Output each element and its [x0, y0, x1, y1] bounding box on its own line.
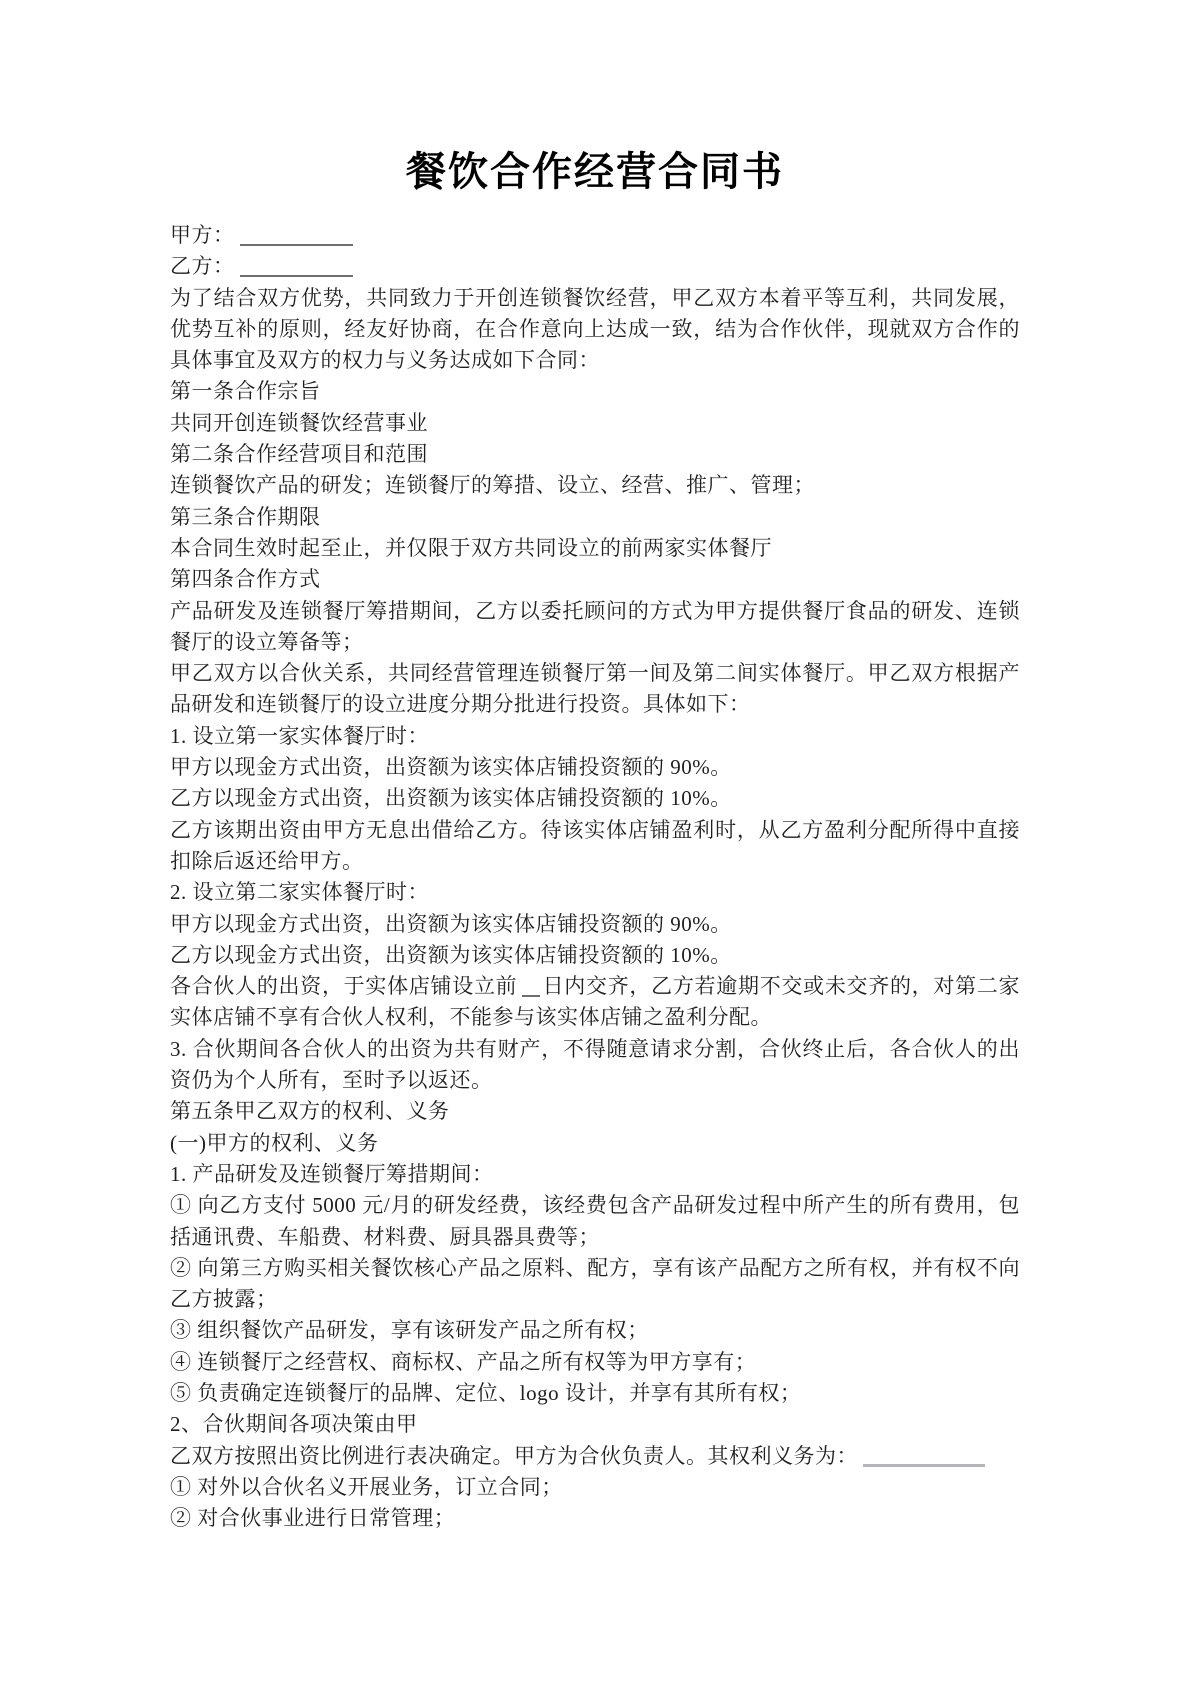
paragraph [170, 1096, 1020, 1127]
paragraph-text: 日内交齐，乙方若逾期不交或未交齐的，对第二家实体店铺不享有合伙人权利，不能参与该实体店铺之盈利分配。 [170, 974, 1021, 1030]
paragraph-text: 甲方以现金方式出资，出资额为该实体店铺投资额的 90%。 [170, 911, 732, 936]
paragraph [170, 658, 1020, 721]
paragraph [170, 376, 1020, 407]
paragraph [170, 470, 1020, 501]
paragraph [170, 439, 1020, 470]
paragraph [170, 909, 1020, 940]
paragraph-text: 乙方该期出资由甲方无息出借给乙方。待该实体店铺盈利时，从乙方盈利分配所得中直接扣除后返还给甲方。 [170, 817, 1020, 873]
paragraph-text: ① 向乙方支付 5000 元/月的研发经费，该经费包含产品研发过程中所产生的所有费用，包括通讯费、车船费、材料费、厨具器具费等； [170, 1193, 1020, 1249]
paragraph-text: 甲方以现金方式出资，出资额为该实体店铺投资额的 90%。 [170, 755, 732, 780]
paragraph-text: 甲方： [170, 223, 235, 247]
paragraph [170, 1034, 1020, 1097]
paragraph [170, 1159, 1020, 1190]
paragraph-text: (一)甲方的权利、义务 [170, 1130, 379, 1155]
paragraph [170, 596, 1020, 659]
paragraph-text: 第三条合作期限 [170, 504, 321, 529]
paragraph-text: 连锁餐饮产品的研发；连锁餐厅的筹措、设立、经营、推广、管理； [170, 473, 815, 498]
fill-in-blank-line [240, 240, 353, 246]
paragraph-text: 乙双方按照出资比例进行表决确定。甲方为合伙负责人。其权利义务为： [170, 1443, 858, 1468]
paragraph [170, 251, 1020, 282]
paragraph-text: 本合同生效时起至止，并仅限于双方共同设立的前两家实体餐厅 [170, 535, 772, 560]
paragraph [170, 1441, 1020, 1472]
paragraph [170, 408, 1020, 439]
paragraph-text: ④ 连锁餐厅之经营权、商标权、产品之所有权等为甲方享有； [170, 1349, 757, 1374]
paragraph [170, 564, 1020, 595]
paragraph [170, 283, 1020, 377]
paragraph [170, 1253, 1020, 1316]
paragraph-text: 第四条合作方式 [170, 567, 321, 592]
paragraph [170, 877, 1020, 908]
paragraph [170, 1128, 1020, 1159]
fill-in-blank-line [863, 1460, 985, 1467]
paragraph-text: 1. 设立第一家实体餐厅时： [170, 723, 429, 748]
paragraph-text: ① 对外以合伙名义开展业务，订立合同； [170, 1474, 563, 1499]
paragraph-text: ⑤ 负责确定连锁餐厅的品牌、定位、logo 设计，并享有其所有权； [170, 1380, 802, 1405]
paragraph [170, 1347, 1020, 1378]
paragraph-text: 第五条甲乙双方的权利、义务 [170, 1099, 450, 1124]
paragraph [170, 1503, 1020, 1534]
paragraph-text: ③ 组织餐饮产品研发，享有该研发产品之所有权； [170, 1318, 649, 1343]
paragraph [170, 1315, 1020, 1346]
paragraph [170, 971, 1020, 1034]
paragraph-text: 3. 合伙期间各合伙人的出资为共有财产，不得随意请求分割，合伙终止后，各合伙人的出资仍为个人所有，至时予以返还。 [170, 1036, 1020, 1093]
paragraph [170, 1409, 1020, 1440]
document-body [170, 220, 1020, 1534]
paragraph [170, 1472, 1020, 1503]
paragraph [170, 502, 1020, 533]
paragraph-text: 2. 设立第二家实体餐厅时： [170, 880, 429, 905]
paragraph-text: 乙方以现金方式出资，出资额为该实体店铺投资额的 10%。 [170, 786, 732, 811]
paragraph [170, 783, 1020, 814]
paragraph [170, 1378, 1020, 1409]
paragraph-text: 第二条合作经营项目和范围 [170, 442, 428, 467]
paragraph [170, 220, 1020, 251]
paragraph [170, 752, 1020, 783]
paragraph-text: 产品研发及连锁餐厅筹措期间，乙方以委托顾问的方式为甲方提供餐厅食品的研发、连锁餐厅的设立筹备等； [170, 598, 1020, 654]
paragraph [170, 533, 1020, 564]
paragraph-text: 各合伙人的出资，于实体店铺设立前 [170, 974, 518, 999]
paragraph-text: ② 对合伙事业进行日常管理； [170, 1506, 456, 1531]
paragraph-text: 乙方以现金方式出资，出资额为该实体店铺投资额的 10%。 [170, 942, 732, 967]
paragraph-text: 甲乙双方以合伙关系，共同经营管理连锁餐厅第一间及第二间实体餐厅。甲乙双方根据产品研发和连锁餐厅的设立进度分期分批进行投资。具体如下： [170, 661, 1020, 717]
paragraph [170, 940, 1020, 971]
paragraph [170, 815, 1020, 878]
fill-in-blank-line [240, 271, 353, 277]
document-title: 餐饮合作经营合同书 [406, 149, 784, 194]
paragraph-text: 第一条合作宗旨 [170, 379, 321, 404]
paragraph-text: 1. 产品研发及连锁餐厅筹措期间： [170, 1161, 494, 1186]
paragraph [170, 1190, 1020, 1253]
paragraph [170, 721, 1020, 752]
fill-in-blank-line [522, 991, 540, 997]
paragraph-text: 2、合伙期间各项决策由甲 [170, 1412, 418, 1437]
paragraph-text: 乙方： [170, 254, 235, 279]
paragraph-text: 共同开创连锁餐饮经营事业 [170, 410, 428, 435]
paragraph-text: ② 向第三方购买相关餐饮核心产品之原料、配方，享有该产品配方之所有权，并有权不向乙方披露； [170, 1255, 1020, 1312]
paragraph-text: 为了结合双方优势，共同致力于开创连锁餐饮经营，甲乙双方本着平等互利，共同发展，优势互补的原则，经友好协商，在合作意向上达成一致，结为合作伙伴，现就双方合作的具体事宜及双方的权力与义务达成如下合同： [170, 285, 1020, 373]
